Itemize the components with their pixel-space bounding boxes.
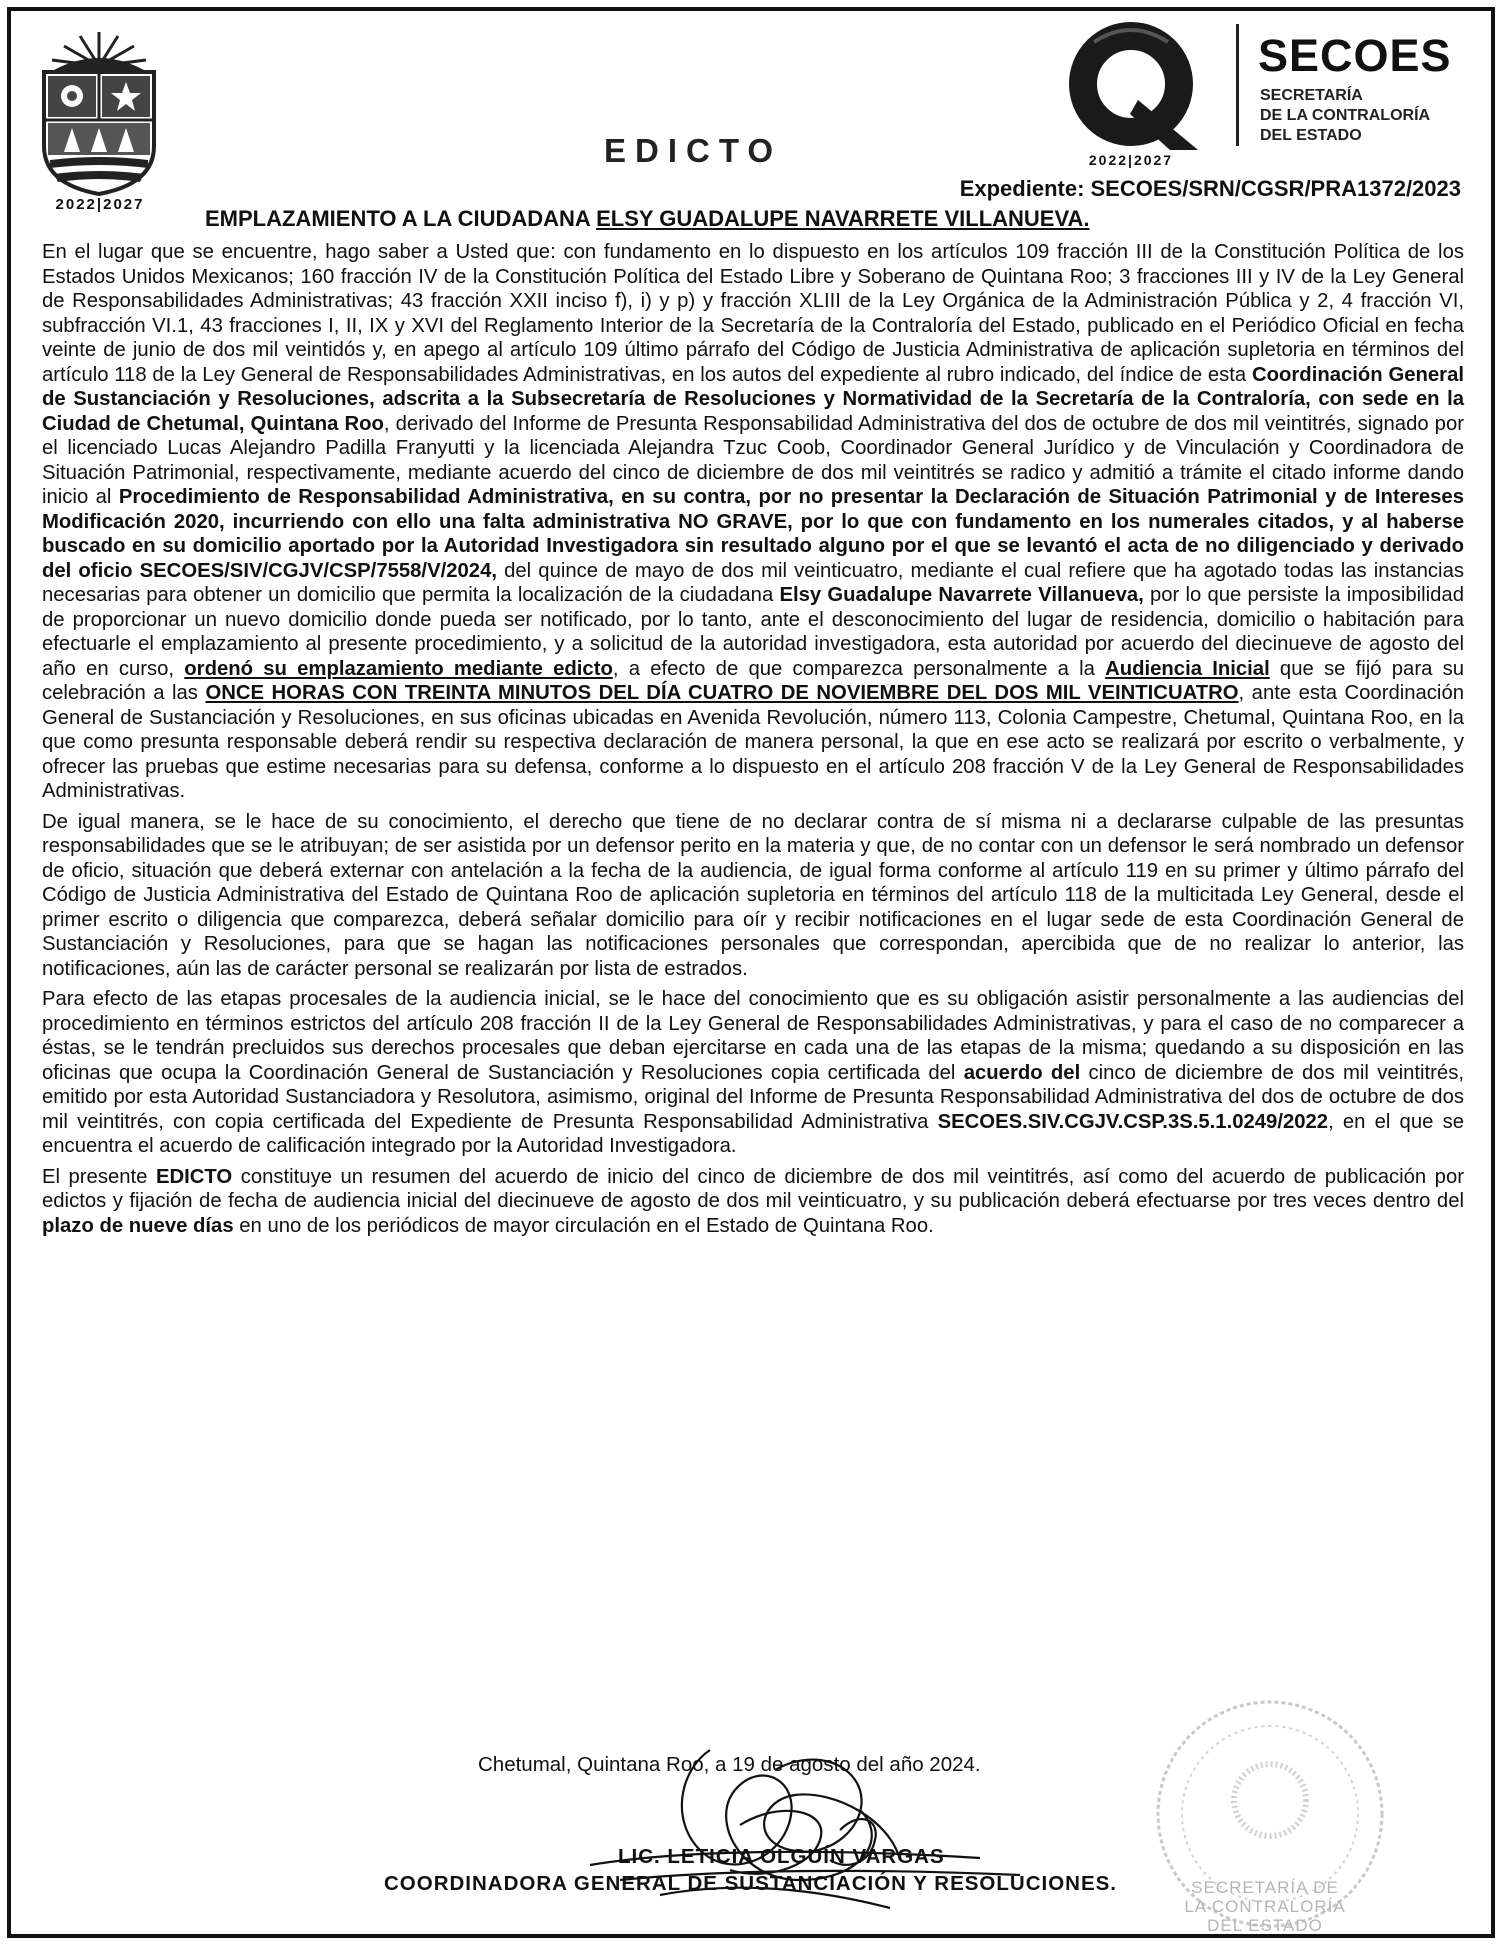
paragraph-4 — [42, 1165, 1464, 1239]
text-run-bold: plazo de nueve días — [42, 1214, 234, 1237]
seal-text-line: SECRETARÍA DE — [1191, 1878, 1339, 1897]
text-run: que se fijó para su celebración a las — [42, 657, 1465, 704]
signer-name: LIC. LETICIA OLGUÍN VARGAS — [618, 1845, 945, 1868]
text-run: , en el que se encuentra el acuerdo de calificación integrado por la Autoridad Investigadora. — [42, 1110, 1464, 1157]
seal-text-line: DEL ESTADO — [1207, 1916, 1323, 1935]
paragraph-2: De igual manera, se le hace de su conocimiento, el derecho que tiene de no declarar contra de sí misma ni a declararse culpable de las presuntas responsabilidades que se le atribuyan; de ser asistida por un defensor perito en la materia y que, de no contar con un defensor le será nombrado un defensor de oficio, situación que deberá externar con antelación a la fecha de la audiencia, de igual forma conforme al artículo 119 en su primer y último párrafo del Código de Justicia Administrativa del Estado de Quintana Roo de aplicación supletoria en términos del artículo 118 de la multicitada Ley General, desde el primer escrito o diligencia que comparezca, deberá señalar domicilio para oír y recibir notificaciones en el lugar sede de esta Coordinación General de Sustanciación y Resoluciones, para que se hagan las notificaciones personales que correspondan, apercibida que de no realizar lo anterior, las notificaciones, aún las de carácter personal se realizarán por lista de estrados. — [42, 810, 1464, 980]
text-run: El presente — [42, 1165, 156, 1188]
text-run-bold: Elsy Guadalupe Navarrete Villanueva, — [779, 584, 1144, 606]
q-logo-icon — [1060, 22, 1202, 172]
text-run: , a efecto de que comparezca personalmente a la — [612, 657, 1106, 680]
text-run-bold: acuerdo del — [963, 1061, 1081, 1084]
agency-subtitle — [1260, 86, 1430, 146]
text-run-bold: EDICTO — [155, 1165, 233, 1188]
text-run: en uno de los periódicos de mayor circulación en el Estado de Quintana Roo. — [233, 1214, 934, 1237]
place-and-date: Chetumal, Quintana Roo, a 19 de agosto del año 2024. — [478, 1753, 981, 1776]
agency-name: SECOES — [1258, 30, 1452, 81]
text-run-underlined: ordenó su emplazamiento mediante edicto — [184, 657, 613, 680]
text-run-bold: Procedimiento de Responsabilidad Administrativa, en su contra, por no presentar la Declaración de Situación Patrimonial y de Intereses Modificación 2020, incurriendo con ello una falta administrativa NO GRAVE, por lo que con fundamento en los numerales citados, y al haberse buscado en su domicilio aportado por la Autoridad Investigadora sin resultado alguno por el que se levantó el acta de no diligenciado y derivado del oficio SECOES/SIV/CGJV/CSP/7558/V/2024, — [42, 486, 1464, 582]
text-run: En el lugar que se encuentre, hago saber a Usted que: con fundamento en lo dispuesto en los artículos 109 fracción III de la Constitución Política de los Estados Unidos Mexicanos; 160 fracción IV de la Constitución Política del Estado Libre y Soberano de Quintana Roo; 3 fracciones III y IV de la Ley General de Responsabilidades Administrativas; 43 fracción XXII inciso f), i) y p) y fracción XLIII de la Ley Orgánica de la Administración Pública y 2, 4 fracción VI, subfracción VI.1, 43 fracciones I, II, IX y XVI del Reglamento Interior de la Secretaría de la Contraloría del Estado, publicado en el Periódico Oficial en fecha veinte de junio de dos mil veintidós y, en apego al artículo 109 último párrafo del Código de Justicia Administrativa de aplicación supletoria en términos del artículo 118 de la Ley General de Responsabilidades Administrativas, en los autos del expediente al rubro indicado, del índice de esta — [42, 241, 1464, 386]
signer-role: COORDINADORA GENERAL DE SUSTANCIACIÓN Y RESOLUCIONES. — [384, 1872, 1117, 1895]
text-run-bold: Coordinación General de Sustanciación y Resoluciones, adscrita a la Subsecretaría de Resoluciones y Normatividad de la Secretaría de la Contraloría, con sede en la Ciudad de Chetumal, Quintana Roo — [42, 363, 1464, 435]
text-run: cinco de diciembre de dos mil veintitrés, emitido por esta Autoridad Sustanciadora y Resolutora, asimismo, original del Informe de Presunta Responsabilidad Administrativa del dos de octubre de dos mil veintitrés, con copia certificada del Expediente de Presunta Responsabilidad Administrativa — [42, 1061, 1464, 1133]
paragraph-3 — [42, 987, 1464, 1159]
text-run: por lo que persiste la imposibilidad de proporcionar un nuevo domicilio donde pueda ser notificado, por lo tanto, ante el desconocimiento del lugar de residencia, domicilio o habitación para efectuarle el emplazamiento al presente procedimiento, y a solicitud de la autoridad investigadora, esta autoridad por acuerdo del diecinueve de agosto del año en curso, — [42, 584, 1464, 680]
text-run-bold: SECOES.SIV.CGJV.CSP.3S.5.1.0249/2022 — [937, 1110, 1329, 1133]
text-run: constituye un resumen del acuerdo de inicio del cinco de diciembre de dos mil veintitrés, así como del acuerdo de publicación por edictos y fijación de fecha de audiencia inicial del diecinueve de agosto de dos mil veinticuatro, y su publicación deberá efectuarse por tres veces dentro del — [42, 1165, 1464, 1212]
text-run-underlined: Audiencia Inicial — [1105, 657, 1270, 680]
document-title: EDICTO — [604, 132, 783, 169]
summons-heading-prefix: EMPLAZAMIENTO A LA CIUDADANA — [205, 206, 597, 231]
hearing-datetime: ONCE HORAS CON TREINTA MINUTOS DEL DÍA CUATRO DE NOVIEMBRE DEL DOS MIL VEINTICUATRO — [205, 682, 1239, 704]
text-run: del quince de mayo de dos mil veinticuatro, mediante el cual refiere que ha agotado todas las instancias necesarias para obtener un domicilio que permita la localización de la ciudadana — [42, 559, 1464, 606]
text-run: Para efecto de las etapas procesales de la audiencia inicial, se le hace del conocimiento que es su obligación asistir personalmente a las audiencias del procedimiento en términos estrictos del artículo 208 fracción II de la Ley General de Responsabilidades Administrativas, y para el caso de no comparecer a éstas, se le tendrán precluidos sus derechos procesales que deban ejercitarse en cada una de las etapas de la misma; quedando a su disposición en las oficinas que ocupa la Coordinación General de Sustanciación y Resoluciones copia certificada del — [42, 988, 1464, 1084]
summons-heading — [205, 206, 1090, 232]
paragraph-1 — [42, 240, 1464, 804]
agency-subtitle-line: SECRETARÍA — [1260, 87, 1363, 104]
logo-divider — [1236, 24, 1239, 146]
agency-subtitle-line: DE LA CONTRALORÍA — [1260, 107, 1431, 124]
text-run: , derivado del Informe de Presunta Responsabilidad Administrativa del dos de octubre de dos mil veintitrés, signado por el licenciado Lucas Alejandro Padilla Franyutti y la licenciada Alejandra Tzuc Coob, Coordinador General Jurídico y de Vinculación y Coordinadora de Situación Patrimonial, respectivamente, mediante acuerdo del cinco de diciembre de dos mil veintitrés se radico y admitió a trámite el citado informe dando inicio al — [42, 412, 1464, 508]
text-run: , ante esta Coordinación General de Sustanciación y Resoluciones, en sus oficinas ubicadas en Avenida Revolución, número 113, Colonia Campestre, Chetumal, Quintana Roo, en la que como presunta responsable deberá rendir su respectiva declaración de manera personal, la que en ese acto se realizará por escrito o verbalmente, y ofrecer las pruebas que estime necesarias para su defensa, conforme a lo dispuesto en el artículo 208 fracción V de la Ley General de Responsabilidades Administrativas. — [42, 682, 1465, 802]
seal-text — [1155, 1878, 1375, 1935]
summons-person-name: ELSY GUADALUPE NAVARRETE VILLANUEVA. — [596, 206, 1090, 231]
seal-text-line: LA CONTRALORÍA — [1184, 1897, 1346, 1916]
state-coat-of-arms-icon — [36, 28, 162, 218]
edict-body — [42, 240, 1464, 1238]
expediente-number: Expediente: SECOES/SRN/CGSR/PRA1372/2023 — [959, 176, 1461, 201]
state-logo-years: 2022|2027 — [55, 196, 145, 213]
agency-subtitle-line: DEL ESTADO — [1260, 127, 1362, 144]
q-logo-years: 2022|2027 — [1088, 152, 1174, 168]
